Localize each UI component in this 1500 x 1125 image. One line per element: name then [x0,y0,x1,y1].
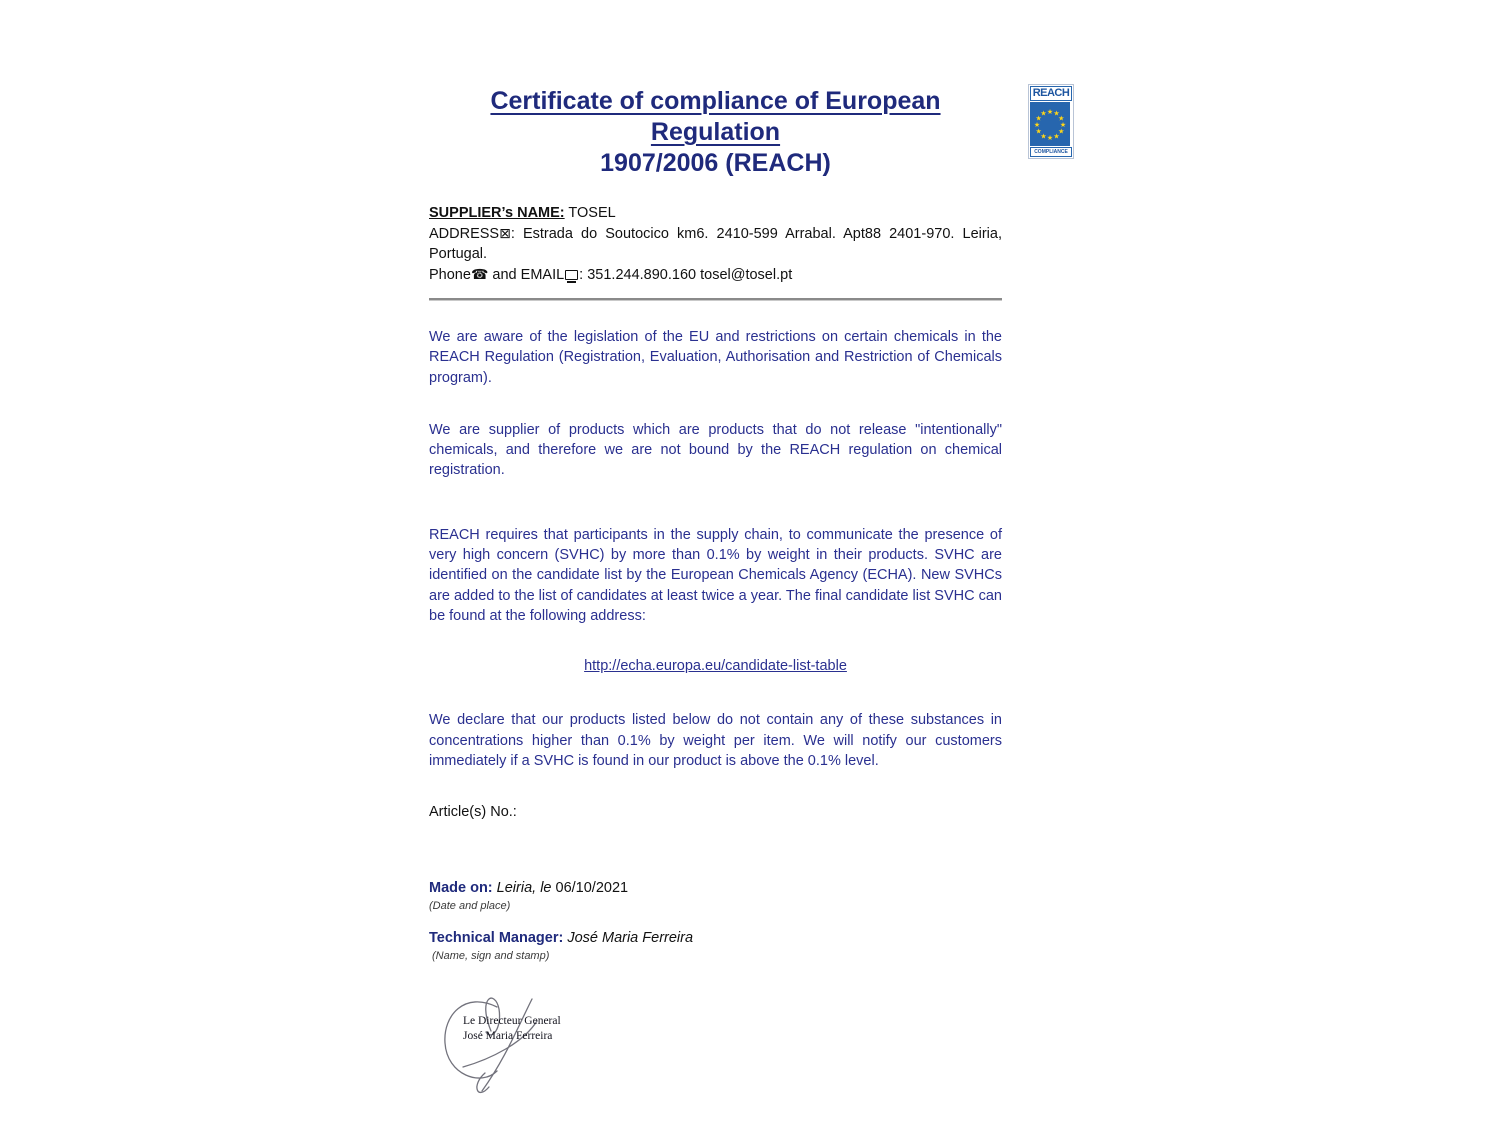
supplier-block [429,203,1002,285]
telephone-icon: ☎ [470,266,489,283]
technical-manager-label: Technical Manager: [429,930,564,947]
svg-text:★: ★ [1053,109,1060,118]
supplier-name-line [429,203,1002,224]
made-on-line [429,879,1002,897]
signature-stamp-text [463,1014,561,1044]
stamp-line-2: José Maria Ferreira [463,1030,553,1043]
compliance-logo-label: COMPLIANCE [1030,147,1072,157]
paragraph-declaration: We declare that our products listed below do not contain any of these substances in concentrations higher than 0.1% by weight per item. We will notify our customers immediately if a SVHC is found in our product is above the 0.1% level. [429,712,1002,769]
article-number-label: Article(s) No.: [429,804,517,821]
stamp-line-1: Le Directeur General [463,1015,561,1028]
phone-label: Phone [429,266,471,283]
contact-colon: : [579,266,584,283]
paragraph-supplier-statement: We are supplier of products which are products that do not release "intentionally" chemicals, and therefore we are not bound by the REACH regulation on chemical registration. [429,421,1002,479]
address-colon: : [510,225,515,242]
svg-text:★: ★ [1058,114,1065,123]
paragraph-svhc-requirements: REACH requires that participants in the supply chain, to communicate the presence of very high concern (SVHC) by more than 0.1% by weight in their products. SVHC are identified on the candidate list by the European Chemicals Agency (ECHA). New SVHCs are added to the list of candidates at least twice a year. The final candidate list SVHC can be found at the following address: [429,526,1002,624]
signature-area [429,987,729,1107]
svg-text:★: ★ [1059,121,1067,129]
supplier-name-label: SUPPLIER’s NAME: [429,205,565,221]
svg-text:★: ★ [1040,132,1047,141]
reach-logo-label: REACH [1030,86,1072,101]
svg-text:★: ★ [1035,127,1042,136]
svg-text:★: ★ [1046,108,1054,116]
supplier-contact-line [429,265,1002,286]
svg-text:★: ★ [1046,134,1054,142]
contact-value: 351.244.890.160 tosel@tosel.pt [587,266,793,283]
date-place-caption: (Date and place) [429,900,511,913]
document-body [429,0,1002,1107]
made-on-place: Leiria, le [496,880,552,897]
signature-scribble-icon [435,987,565,1105]
computer-icon [565,270,578,280]
eu-stars-icon [1030,102,1072,146]
reach-compliance-logo [1028,84,1074,159]
made-on-date: 06/10/2021 [555,880,629,897]
svg-text:★: ★ [1035,114,1042,123]
candidate-list-link[interactable]: http://echa.europa.eu/candidate-list-table [584,658,847,675]
page-title [429,86,1002,179]
svg-text:★: ★ [1058,127,1065,136]
supplier-address-line [429,224,1002,265]
sign-stamp-caption: (Name, sign and stamp) [432,950,550,963]
email-label: and EMAIL [492,266,565,283]
made-on-label: Made on: [429,880,493,897]
technical-manager-name: José Maria Ferreira [567,930,694,947]
paragraph-reach-awareness: We are aware of the legislation of the EU and restrictions on certain chemicals in the REACH Regulation (Registration, Evaluation, Authorisation and Restriction of Chemicals program). [429,329,1002,386]
eu-flag-svg [1030,102,1070,146]
title-line-1: Certificate of compliance of European Regulation [490,87,941,146]
title-line-2: 1907/2006 (REACH) [600,149,831,177]
technical-manager-line [429,929,1002,947]
svg-text:★: ★ [1040,109,1047,118]
address-value: Estrada do Soutocico km6. 2410-599 Arrabal. Apt88 2401-970. Leiria, Portugal. [429,225,1002,262]
address-label: ADDRESS [429,225,500,242]
svg-text:★: ★ [1033,121,1041,129]
candidate-list-link-line [429,656,1002,676]
section-divider [429,298,1002,301]
envelope-icon: ⊠ [499,225,511,242]
supplier-name-value: TOSEL [568,205,616,221]
svg-text:★: ★ [1053,132,1060,141]
